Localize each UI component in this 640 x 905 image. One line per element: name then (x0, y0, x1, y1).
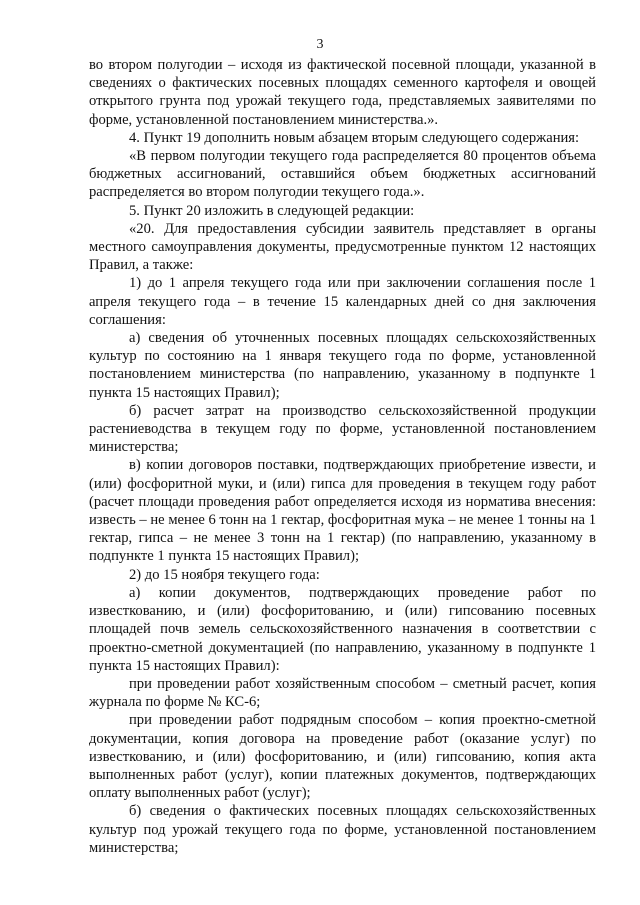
paragraph-subitem-2: 2) до 15 ноября текущего года: (129, 566, 320, 583)
paragraph-quote-19: «В первом полугодии текущего года распределяется 80 процентов объема бюджетных ассигнований, оставшийся объем бюджетных ассигнований распределяется во втором полугодии текущего года.». (89, 148, 596, 201)
paragraph-subitem-2a: а) копии документов, подтверждающих проведение работ по известкованию, и (или) фосфоритованию, и (или) гипсованию посевных площадей почв земель сельскохозяйственного назначения в соответствии с проектно-сметной документацией (по направлению, указанному в подпункте 1 пункта 15 настоящих Правил): (89, 584, 596, 674)
page-number: 3 (316, 37, 324, 52)
paragraph-continuation: во втором полугодии – исходя из фактической посевной площади, указанной в сведениях о фактических посевных площадях семенного картофеля и овощей открытого грунта под урожай текущего года, представляемых заявителями по форме, установленной постановлением министерства.». (89, 57, 596, 128)
paragraph-item-5: 5. Пункт 20 изложить в следующей редакции: (129, 202, 415, 219)
paragraph-contract-method: при проведении работ подрядным способом – копия проектно-сметной документации, копия договора на проведение работ (оказание услуг) по известкованию, и (или) фосфоритованию, и (или) гипсованию, копия акта выполненных работ (услуг), копии платежных документов, подтверждающих оплату выполненных работ (услуг); (89, 712, 596, 802)
paragraph-subitem-1: 1) до 1 апреля текущего года или при заключении соглашения после 1 апреля текущего года – в течение 15 календарных дней со дня заключения соглашения: (89, 275, 596, 328)
paragraph-subitem-1a: а) сведения об уточненных посевных площадях сельскохозяйственных культур по состоянию на 1 января текущего года по форме, установленной постановлением министерства (по направлению, указанному в подпункте 1 пункта 15 настоящих Правил); (89, 330, 596, 401)
paragraph-household-method: при проведении работ хозяйственным способом – сметный расчет, копия журнала по форме № КС-6; (89, 675, 596, 711)
paragraph-subitem-1v: в) копии договоров поставки, подтверждающих приобретение извести, и (или) фосфоритной муки, и (или) гипса для проведения в текущем году работ (расчет площади проведения работ определяется исходя из норматива внесения: известь – не менее 6 тонн на 1 гектар, фосфоритная мука – не менее 1 тонны на 1 гектар, гипса – не менее 3 тонн на 1 гектар) (по направлению, указанному в подпункте 1 пункта 15 настоящих Правил); (89, 457, 596, 565)
paragraph-subitem-1b: б) расчет затрат на производство сельскохозяйственной продукции растениеводства в текущем году по форме, установленной постановлением министерства; (89, 402, 596, 456)
paragraph-point-20: «20. Для предоставления субсидии заявитель представляет в органы местного самоуправления документы, предусмотренные пунктом 12 настоящих Правил, а также: (89, 220, 596, 274)
paragraph-item-4: 4. Пункт 19 дополнить новым абзацем вторым следующего содержания: (129, 129, 580, 146)
paragraph-subitem-2b: б) сведения о фактических посевных площадях сельскохозяйственных культур под урожай текущего года по форме, установленной постановлением министерства; (89, 803, 596, 856)
document-body (89, 56, 596, 857)
